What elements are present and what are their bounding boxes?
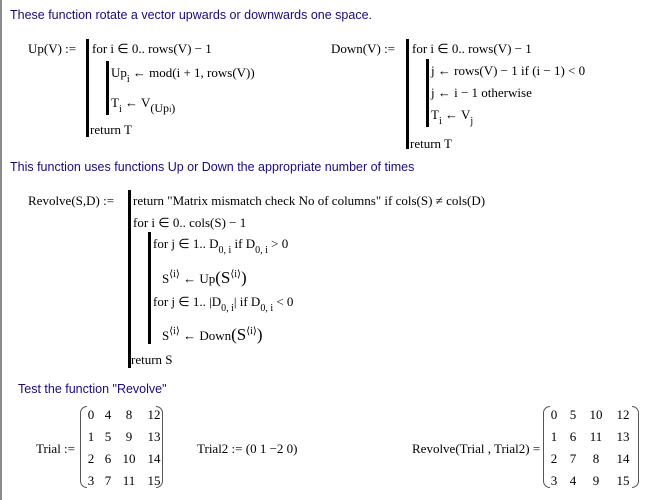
matrix-cell: 13 [147,429,161,444]
down-line-return: return T [410,136,452,151]
intro-note[interactable]: These function rotate a vector upwards or downwards one space. [10,8,373,22]
matrix-cell: 0 [550,407,558,422]
matrix-cell: 7 [569,451,577,466]
worksheet-left-border [0,0,2,500]
matrix-cell: 10 [122,451,136,466]
trial2-definition[interactable]: Trial2 := (0 1 −2 0) [197,441,298,456]
up-program-bar [86,39,89,137]
matrix-cell: 12 [616,407,630,422]
matrix-cell: 6 [569,429,577,444]
down-definition: Down(V) := [331,41,396,56]
trial1-right-paren [156,406,163,488]
matrix-cell: 10 [589,407,603,422]
matrix-cell: 11 [589,429,603,444]
matrix-cell: 7 [104,473,112,488]
matrix-cell: 9 [125,429,133,444]
down-line-otherwise: j ← i − 1 otherwise [431,85,532,100]
matrix-cell: 4 [569,473,577,488]
down-program-bar [406,39,409,149]
revolve-line-assign-up: $S^{⟨i⟩}$ ← $Up(S^{⟨i⟩})$ [162,268,247,287]
revolve-line-for-i: for i ∈ 0.. cols(S) − 1 [133,215,247,230]
matrix-cell: 2 [87,451,95,466]
up-loop-bar [106,61,109,115]
matrix-cell: 5 [104,429,112,444]
revolve-line-return-mismatch: return "Matrix mismatch check No of columns" if cols(S) ≠ cols(D) [133,193,486,208]
matrix-cell: 9 [592,473,600,488]
revolve-definition: Revolve(S,D) := [28,193,115,208]
revolve-line-assign-down: $S^{⟨i⟩}$ ← $Down(S^{⟨i⟩})$ [162,325,263,344]
matrix-cell: 1 [550,429,558,444]
matrix-cell: 11 [122,473,136,488]
revolve-program-bar [128,190,131,368]
revolve-line-return: return S [131,352,173,367]
down-line-assign-t: $T_i$ ← $V_j$ [431,107,474,127]
up-line-assign-t: $T_i$ ← V(Upi) [111,95,176,115]
matrix-cell: 3 [87,473,95,488]
down-line-if: j ← rows(V) − 1 if (i − 1) < 0 [431,63,586,78]
up-line-for: for i ∈ 0.. rows(V) − 1 [92,41,212,56]
matrix-cell: 13 [616,429,630,444]
matrix-cell: 15 [616,473,630,488]
up-definition: Up(V) := [28,41,77,56]
revolve-line-for-j-negative: for j ∈ 1.. $|D_{0, i}|$ if $D_{0, i} < 0$ [153,294,294,314]
matrix-cell: 3 [550,473,558,488]
matrix-cell: 0 [87,407,95,422]
trial1-matrix [84,404,165,492]
matrix-cell: 4 [104,407,112,422]
matrix-cell: 8 [592,451,600,466]
down-line-for: for i ∈ 0.. rows(V) − 1 [412,41,532,56]
matrix-cell: 14 [147,451,161,466]
matrix-cell: 5 [569,407,577,422]
matrix-cell: 12 [147,407,161,422]
result-matrix [547,404,634,492]
test-note[interactable]: Test the function "Revolve" [18,382,167,396]
matrix-cell: 1 [87,429,95,444]
matrix-cell: 8 [125,407,133,422]
revolve-description-note[interactable]: This function uses functions Up or Down the appropriate number of times [10,160,415,174]
matrix-cell: 15 [147,473,161,488]
up-line-assign-up: $Up_i$ ← mod(i + 1, rows(V)) [111,65,255,85]
trial1-label: Trial := [36,441,75,456]
matrix-cell: 14 [616,451,630,466]
matrix-cell: 6 [104,451,112,466]
revolve-result-label: Revolve(Trial , Trial2) = [412,441,541,456]
revolve-loop-bar [148,232,151,344]
result-right-paren [632,406,639,488]
matrix-cell: 2 [550,451,558,466]
revolve-line-for-j-positive: for j ∈ 1.. $D_{0, i}$ if $D_{0, i} > 0$ [153,236,289,256]
up-line-return: return T [90,122,132,137]
down-loop-bar [426,59,429,127]
